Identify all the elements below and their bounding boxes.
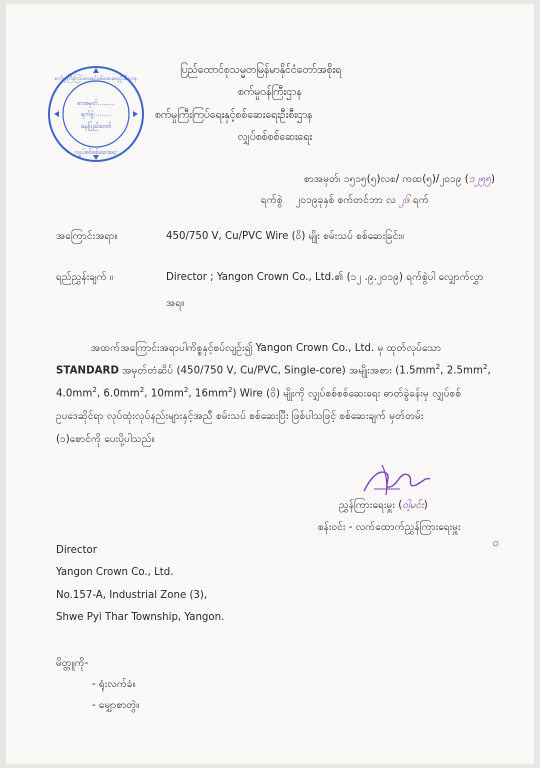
signature-title: ညွှန်ကြားရေးမှူး (ဝါ့မင်း) xyxy=(339,500,428,511)
ref-letter-line1: Director ; Yangon Crown Co., Ltd.၏ (၁၂ .၉.၂၀၁၉) ရက်စွဲပါ လျှောက်လွှာ xyxy=(166,272,484,283)
seal-inner-line3: နေပြည်တော် xyxy=(80,122,112,130)
body-line-3: $4.0mm^2$, $6.0mm^2$, $10mm^2$, $16mm^2$) Wire (ဝိ) မျိုးကို လျှပ်စစ်စစ်ဆေးရေး ဓာတ်ခွဲခန်းမှ လျှပ်စစ် xyxy=(56,386,462,400)
reference-number: စာအမှတ်၊ ၁၅၁၅(၅)လစ/ ကထ(၅)/၂၀၁၉ (၁၂၅၅) xyxy=(304,174,495,185)
body-line-4: ဥပဒေဆိုင်ရာ လုပ်ထုံးလုပ်နည်းများနှင့်အညီ စမ်းသပ် စစ်ဆေးပြီး ဖြစ်ပါသဖြင့် စစ်ဆေးချက် မှတ်တမ်း xyxy=(56,411,424,422)
subject-label: အကြောင်းအရာ။ xyxy=(56,231,118,242)
seal-inner-line1: စာအမှတ်......... xyxy=(77,100,115,107)
seal-inner-line2: ရက်စွဲ......... xyxy=(81,111,111,118)
body-line-1: အထက်အကြောင်းအရာပါကိစ္စနှင့်စပ်လျဉ်း၍ Yangon Crown Co., Ltd. မှ ထုတ်လုပ်သော xyxy=(91,343,442,354)
ref-letter-line2: အရ။ xyxy=(166,298,185,309)
body-line-5: (၁)စောင်ကို ပေးပို့ပါသည်။ xyxy=(56,434,155,445)
handwritten-signature xyxy=(356,459,436,499)
official-seal-stamp xyxy=(46,64,146,164)
recipient-line-3: No.157-A, Industrial Zone (3), xyxy=(56,590,208,601)
body-line-2: STANDARD အမှတ်တံဆိပ် (450/750 V, Cu/PVC, Single-core) အမျိုးအစား ($1.5mm^2$, $2.5mm^2$, xyxy=(56,363,491,377)
date-handwritten: ၂၆ xyxy=(399,195,410,206)
header-department: စက်မှုကြီးကြပ်ရေးနှင့်စစ်ဆေးရေးဦးစီးဌာန xyxy=(155,109,313,121)
letter-page xyxy=(6,4,534,764)
copies-item-2: - မျှောစာတွဲ။ xyxy=(92,700,140,711)
header-government: ပြည်ထောင်စုသမ္မတမြန်မာနိုင်ငံတော်အစိုးရ xyxy=(180,64,342,76)
recipient-line-4: Shwe Pyi Thar Township, Yangon. xyxy=(56,612,225,623)
recipient-line-2: Yangon Crown Co., Ltd. xyxy=(56,567,174,578)
signature-on-behalf: စန်းဝင်း - လက်ထောက်ညွှန်ကြားရေးမှူး xyxy=(318,522,461,533)
seal-bottom-text: လျှပ်စစ်စစ်ဆေးရေး xyxy=(74,149,118,156)
reference-date: ရက်စွဲ ၂၀၁၉ခုနှစ် စက်တင်ဘာ လ ၂၆ ရက် xyxy=(261,195,429,206)
copies-item-1: - ရုံးလက်ခံ။ xyxy=(92,679,136,690)
header-division: လျှပ်စစ်စစ်ဆေးရေး xyxy=(238,131,313,143)
header-ministry: စက်မှုဝန်ကြီးဌာန xyxy=(238,86,302,98)
ref-letter-label: ရည်ညွှန်းချက် ။ xyxy=(56,272,114,283)
signature-name-handwritten: ဝါ့မင်း xyxy=(402,500,424,511)
seal-outer-text: စက်မှုကြီးကြပ်ရေးနှင့်စစ်ဆေးရေးဦးစီးဌာန xyxy=(54,76,138,82)
recipient-line-1: Director xyxy=(56,545,97,556)
brand-standard: STANDARD xyxy=(56,365,119,377)
signature-mark: ဝ xyxy=(492,536,499,549)
subject-value: 450/750 V, Cu/PVC Wire (ဝိ) မျိုး စမ်းသပ် စစ်ဆေးခြင်း။ xyxy=(166,231,405,242)
reference-number-handwritten: ၁၂၅၅ xyxy=(468,174,491,185)
copies-label: မိတ္တူကို- xyxy=(56,658,89,669)
